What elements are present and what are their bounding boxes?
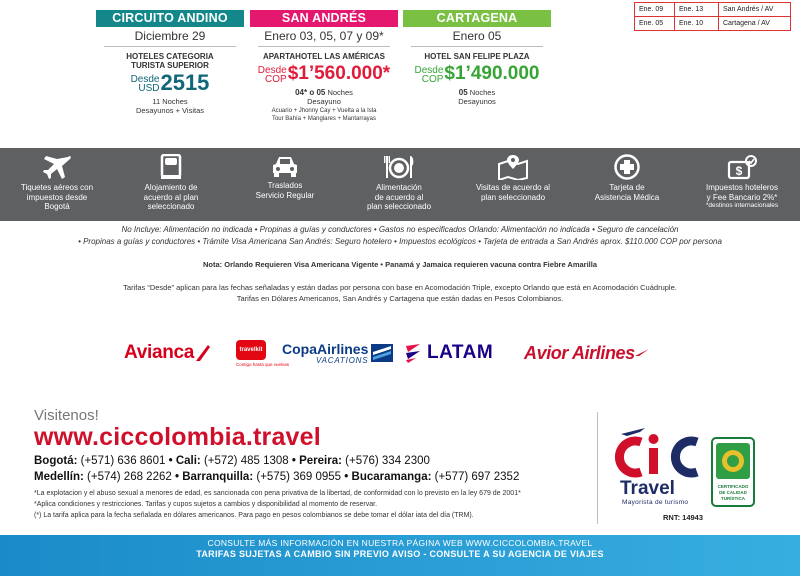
tours-line: Tour Bahía + Manglares + Mantarrayas [271, 116, 377, 122]
package-price [96, 72, 244, 93]
include-item-lodging [114, 148, 228, 221]
travelkit-text: travelkit [239, 346, 263, 353]
phone-city: Pereira: [299, 455, 342, 467]
airplane-icon [42, 154, 72, 180]
website-link[interactable]: www.ciccolombia.travel [34, 423, 321, 451]
divider [104, 46, 236, 47]
price-prefix-currency: USD [138, 83, 160, 94]
table-cell: Cartagena / AV [719, 17, 791, 31]
table-cell: Ene. 09 [635, 3, 675, 17]
tax-icon [726, 154, 758, 180]
phone-city: Barranquilla: [182, 471, 254, 483]
nights-text [250, 88, 398, 97]
phone-number: (+576) 334 2300 [345, 455, 430, 467]
phone-number: (+574) 268 2262 [87, 471, 172, 483]
copa-text: CopaAirlines [282, 340, 369, 357]
avior-text: Avior Airlines [524, 342, 635, 363]
include-label: Tarjeta de Asistencia Médica [594, 183, 660, 202]
phone-city: Bucaramanga: [351, 471, 432, 483]
include-label: Visitas de acuerdo al plan seleccionado [475, 183, 551, 202]
footer-line: TARIFAS SUJETAS A CAMBIO SIN PREVIO AVISO - CONSULTE A SU AGENCIA DE VIAJES [196, 549, 604, 559]
price-prefix [258, 66, 287, 84]
svg-text:$: $ [735, 164, 743, 178]
medical-cross-icon [614, 154, 640, 180]
includes-band [0, 148, 800, 221]
price-amount: $1’490.000 [444, 63, 540, 84]
phone-city: Medellín: [34, 471, 84, 483]
nights-text [403, 88, 551, 97]
price-prefix [415, 66, 444, 84]
package-dates: Diciembre 29 [134, 29, 206, 43]
phones-line: Medellín: (+574) 268 2262 • Barranquilla: (+575) 369 0955 • Bucaramanga: (+577) 697 2352 [34, 471, 520, 483]
table-cell: Ene. 13 [675, 3, 719, 17]
vertical-divider [597, 412, 598, 524]
brand-tagline: Mayorista de turismo [622, 499, 689, 506]
cert-line: CERTIFICADO [717, 484, 749, 489]
package-san-andres [250, 10, 398, 123]
divider [258, 46, 390, 47]
phone-city: Bogotá: [34, 455, 78, 467]
copa-subtext: VACATIONS [315, 355, 369, 365]
latam-logo [404, 333, 493, 373]
package-dates: Enero 03, 05, 07 y 09* [264, 29, 384, 43]
package-title: CARTAGENA [403, 10, 551, 27]
price-prefix [131, 75, 160, 93]
table-row [635, 17, 791, 31]
nights-text: 11 Noches [152, 97, 188, 106]
price-amount: 2515 [160, 70, 210, 95]
package-cartagena [403, 10, 551, 106]
include-label: Alimentación de acuerdo al plan seleccionado [366, 183, 432, 211]
table-cell: San Andrés / AV [719, 3, 791, 17]
package-hotel: HOTEL SAN FELIPE PLAZA [424, 52, 530, 61]
include-label: Traslados Servicio Regular [255, 181, 315, 200]
travelkit-badge [236, 340, 266, 360]
package-nights [403, 88, 551, 106]
legal-text: *Aplica condiciones y restricciones. Tarifas y cupos sujetos a cambios y disponibilidad al momento de reservar. [34, 501, 378, 508]
package-dates: Enero 05 [452, 29, 502, 43]
price-prefix-from: Desde [414, 65, 444, 76]
copa-emblem-icon [371, 342, 393, 364]
price-prefix-currency: COP [421, 74, 444, 85]
include-item-visits [456, 148, 570, 221]
package-nights [250, 88, 398, 106]
nights-count: 04* o 05 [295, 88, 326, 97]
avianca-logo [124, 333, 212, 373]
hotel-line: TURISTA SUPERIOR [131, 61, 209, 70]
price-prefix-from: Desde [257, 65, 287, 76]
not-included-line: • Propinas a guías y conductores • Trámite Visa Americana San Andrés: Seguro hotelero • Impuestos ecológicos • Tarjeta de entrada a San Andrés aprox. $110.000 COP por persona [78, 237, 722, 246]
phone-city: Cali: [175, 455, 201, 467]
package-tours [250, 107, 398, 123]
nights-count: 05 [458, 88, 468, 97]
package-hotel [96, 52, 244, 70]
nights-unit: Noches [325, 88, 353, 97]
cutlery-icon [383, 154, 415, 180]
footer-line: CONSULTE MÁS INFORMACIÓN EN NUESTRA PÁGINA WEB WWW.CICCOLOMBIA.TRAVEL [207, 538, 593, 548]
car-icon [270, 154, 300, 178]
bed-icon [158, 154, 184, 180]
include-sublabel: *destinos internacionales [705, 202, 779, 209]
quality-certificate-seal [711, 437, 755, 507]
legal-text: (*) La tarifa aplica para la fecha señalada en dólares americanos. Para pago en pesos colombianos se debe tomar el dólar iata del día (TRM). [34, 512, 474, 519]
price-amount: $1’560.000* [287, 63, 391, 84]
divider [411, 46, 543, 47]
rates-note: Tarifas “Desde” aplican para las fechas señaladas y están dadas por persona con base en Acomodación Triple, excepto Orlando que está en Acomodación Cuádruple. [123, 283, 677, 292]
visit-heading: Visitenos! [34, 407, 99, 424]
visa-note: Nota: Orlando Requieren Visa Americana Vigente • Panamá y Jamaica requieren vacuna contra Fiebre Amarilla [202, 260, 598, 269]
latam-emblem-icon [404, 342, 424, 364]
rates-note: Tarifas en Dólares Americanos, San Andrés y Cartagena que están dadas en Pesos Colombianos. [236, 294, 564, 303]
package-nights [96, 97, 244, 115]
include-item-taxes [684, 148, 800, 221]
include-label: Alojamiento de acuerdo al plan seleccionado [143, 183, 199, 211]
cert-line: TURÍSTICA [721, 496, 745, 501]
package-title: SAN ANDRÉS [250, 10, 398, 27]
phone-number: (+575) 369 0955 [256, 471, 342, 483]
package-title: CIRCUITO ANDINO [96, 10, 244, 27]
cert-line: DE CALIDAD [719, 490, 747, 495]
package-price [403, 63, 551, 84]
meals-text: Desayunos + Visitas [135, 106, 205, 115]
table-row [635, 3, 791, 17]
phone-number: (+571) 636 8601 [80, 455, 166, 467]
meals-text: Desayunos [458, 97, 496, 106]
phones-line: Bogotá: (+571) 636 8601 • Cali: (+572) 485 1308 • Pereira: (+576) 334 2300 [34, 455, 430, 467]
avior-logo [524, 333, 649, 373]
nights-unit: Noches [467, 88, 496, 97]
include-item-transfers [228, 148, 342, 221]
brand-name: Travel [620, 478, 675, 499]
tours-line: Acuario + Jhonny Cay + Vuelta a la Isla [271, 108, 377, 114]
price-prefix-currency: COP [265, 74, 287, 85]
include-item-flights [0, 148, 114, 221]
hotel-line: HOTELES CATEGORIA [126, 52, 214, 61]
include-item-meals [342, 148, 456, 221]
copa-logo [282, 333, 393, 373]
rnt-number: RNT: 14943 [663, 513, 704, 522]
include-item-medical [570, 148, 684, 221]
package-hotel: APARTAHOTEL LAS AMÉRICAS [263, 52, 385, 61]
travelkit-tagline: Contigo hasta que vuelvas [236, 361, 290, 367]
table-cell: Ene. 05 [635, 17, 675, 31]
phone-number: (+577) 697 2352 [434, 471, 520, 483]
include-label: Impuestos hoteleros y Fee Bancario 2%* [705, 183, 779, 202]
avianca-text: Avianca [124, 342, 195, 363]
table-cell: Ene. 10 [675, 17, 719, 31]
latam-text: LATAM [427, 342, 494, 363]
avior-swoosh-icon [635, 348, 649, 358]
include-label: Tiquetes aéreos con impuestos desde Bogotá [20, 183, 94, 211]
package-circuito-andino [96, 10, 244, 115]
footer-band [0, 535, 800, 576]
not-included-line: No Incluye: Alimentación no indicada • Propinas a guías y conductores • Gastos no especificados Orlando: Alimentación no indicada • Seguro de cancelación [121, 225, 679, 234]
price-prefix-from: Desde [130, 74, 160, 85]
phone-number: (+572) 485 1308 [203, 455, 289, 467]
meals-text: Desayuno [307, 97, 341, 106]
package-price [250, 63, 398, 84]
copa-text-block [282, 342, 368, 365]
legal-text: *La explotacion y el abuso sexual a menores de edad, es sancionada con pena privativa de la libertad, de conformidad con lo previsto en la ley 679 de 2001* [34, 490, 521, 497]
flight-dates-table [634, 2, 791, 31]
avianca-wing-icon [194, 343, 212, 363]
map-icon [497, 154, 529, 180]
